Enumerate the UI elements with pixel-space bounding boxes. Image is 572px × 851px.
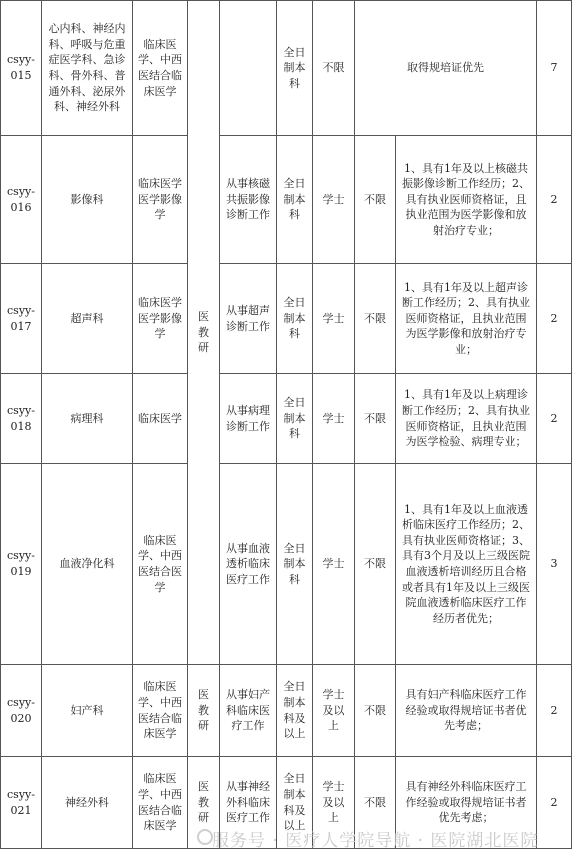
age-limit: 不限 — [355, 665, 396, 757]
wechat-icon — [197, 829, 213, 845]
age-limit: 不限 — [355, 136, 396, 264]
study-form: 全日制本科 — [277, 136, 313, 264]
table-row — [1, 136, 572, 264]
headcount: 3 — [537, 464, 572, 665]
position-code: csyy-019 — [1, 464, 42, 665]
position-code: csyy-017 — [1, 264, 42, 374]
age-limit: 不限 — [355, 264, 396, 374]
headcount: 2 — [537, 374, 572, 464]
requirements: 1、具有1年及以上超声诊断工作经历；2、具有执业医师资格证，且执业范围为医学影像和放射治疗专业； — [396, 264, 537, 374]
degree: 学士 — [313, 136, 355, 264]
degree: 学士 — [313, 464, 355, 665]
study-form: 全日制本科 — [277, 1, 313, 136]
requirements: 1、具有1年及以上病理诊断工作经历；2、具有执业医师资格证，且执业范围为医学检验、病理专业； — [396, 374, 537, 464]
department: 影像科 — [42, 136, 133, 264]
table-row — [1, 665, 572, 757]
degree: 学士 — [313, 264, 355, 374]
position-category: 医教研 — [188, 665, 220, 757]
table-row — [1, 464, 572, 665]
position-code: csyy-018 — [1, 374, 42, 464]
position-duty: 从事病理诊断工作 — [220, 374, 277, 464]
department: 妇产科 — [42, 665, 133, 757]
major: 临床医学、中西医结合医学 — [133, 464, 188, 665]
requirements: 具有妇产科临床医疗工作经验或取得规培证书者优先考虑； — [396, 665, 537, 757]
position-category: 医教研 — [188, 757, 220, 849]
department: 病理科 — [42, 374, 133, 464]
position-category: 医教研 — [188, 1, 220, 665]
requirements: 1、具有1年及以上核磁共振影像诊断工作经历；2、具有执业医师资格证，且执业范围为医学影像和放射治疗专业； — [396, 136, 537, 264]
study-form: 全日制本科及以上 — [277, 757, 313, 849]
degree: 学士及以上 — [313, 665, 355, 757]
requirements: 取得规培证优先 — [355, 1, 537, 136]
headcount: 2 — [537, 136, 572, 264]
department: 心内科、神经内科、呼吸与危重症医学科、急诊科、骨外科、普通外科、泌尿外科、神经外科 — [42, 1, 133, 136]
department: 血液净化科 — [42, 464, 133, 665]
headcount: 2 — [537, 665, 572, 757]
major: 临床医学、中西医结合临床医学 — [133, 665, 188, 757]
education: 不限 — [313, 1, 355, 136]
degree: 学士及以上 — [313, 757, 355, 849]
table-row — [1, 1, 572, 136]
position-code: csyy-020 — [1, 665, 42, 757]
age-limit: 不限 — [355, 464, 396, 665]
position-duty: 从事核磁共振影像诊断工作 — [220, 136, 277, 264]
study-form: 全日制本科及以上 — [277, 665, 313, 757]
major: 临床医学医学影像学 — [133, 136, 188, 264]
major: 临床医学、中西医结合临床医学 — [133, 1, 188, 136]
degree: 学士 — [313, 374, 355, 464]
age-limit: 不限 — [355, 374, 396, 464]
department: 神经外科 — [42, 757, 133, 849]
table-row — [1, 374, 572, 464]
position-duty: 从事超声诊断工作 — [220, 264, 277, 374]
study-form: 全日制本科 — [277, 264, 313, 374]
position-duty: 从事血液透析临床医疗工作 — [220, 464, 277, 665]
position-duty — [220, 1, 277, 136]
major: 临床医学、中西医结合临床医学 — [133, 757, 188, 849]
study-form: 全日制本科 — [277, 464, 313, 665]
major: 临床医学医学影像学 — [133, 264, 188, 374]
age-limit: 不限 — [355, 757, 396, 849]
position-code: csyy-015 — [1, 1, 42, 136]
requirements: 具有神经外科临床医疗工作经验或取得规培证书者优先考虑； — [396, 757, 537, 849]
position-duty: 从事神经外科临床医疗工作 — [220, 757, 277, 849]
watermark: 服务号 · 医疗人学院导航 · 医院湖北医院 — [212, 831, 539, 851]
headcount: 2 — [537, 264, 572, 374]
table-row — [1, 264, 572, 374]
headcount: 2 — [537, 757, 572, 849]
study-form: 全日制本科 — [277, 374, 313, 464]
position-duty: 从事妇产科临床医疗工作 — [220, 665, 277, 757]
department: 超声科 — [42, 264, 133, 374]
major: 临床医学 — [133, 374, 188, 464]
position-code: csyy-021 — [1, 757, 42, 849]
requirements: 1、具有1年及以上血液透析临床医疗工作经历；2、具有执业医师资格证；3、具有3个月及以上三级医院血液透析培训经历且合格或者具有1年及以上三级医院血液透析临床医疗工作经历者优先； — [396, 464, 537, 665]
headcount: 7 — [537, 1, 572, 136]
position-code: csyy-016 — [1, 136, 42, 264]
